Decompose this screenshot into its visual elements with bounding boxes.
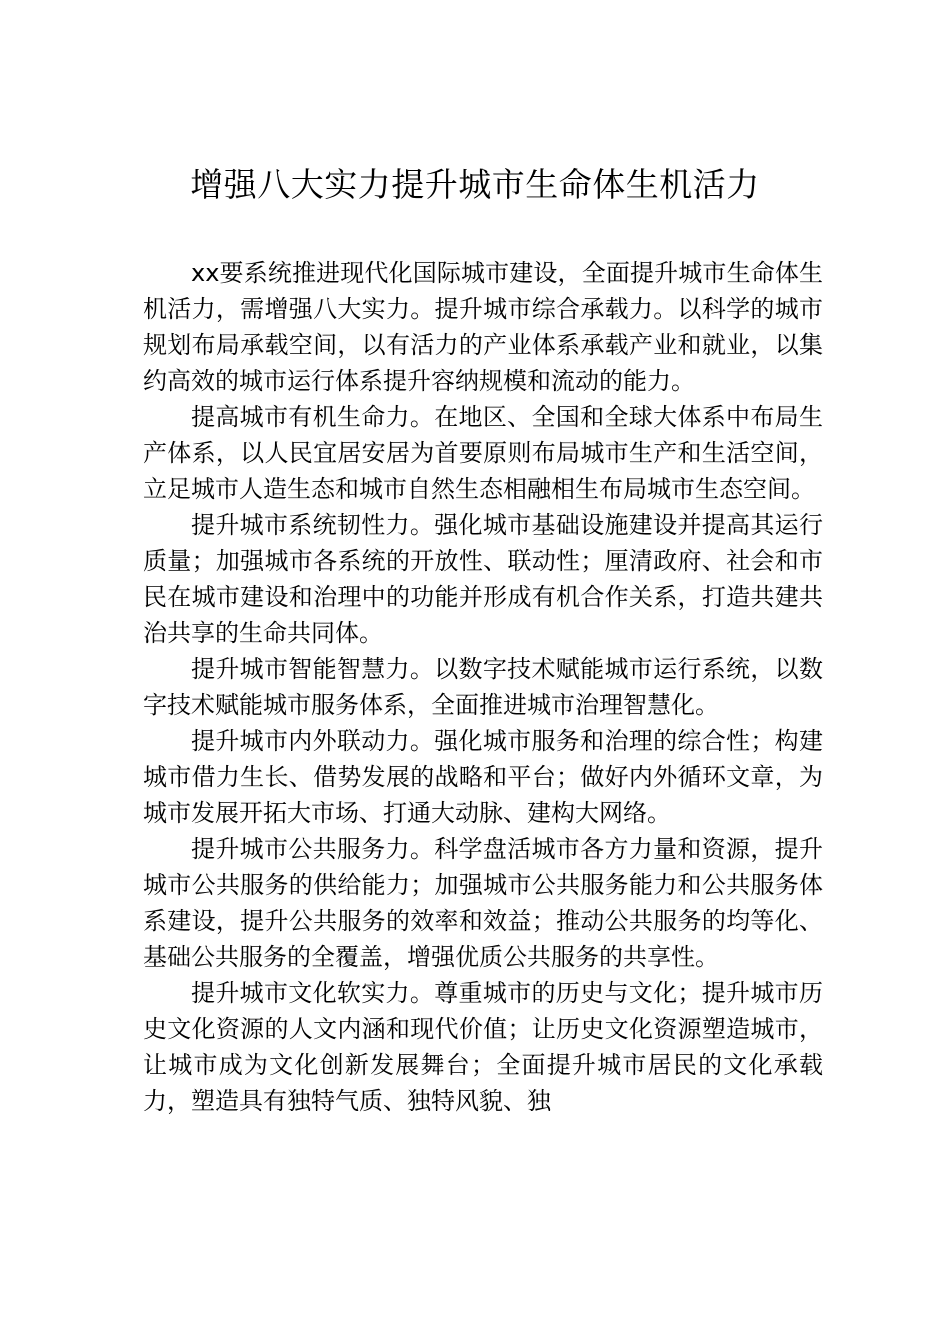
paragraph: 提升城市智能智慧力。以数字技术赋能城市运行系统，以数字技术赋能城市服务体系，全面推进城市治理智慧化。 bbox=[143, 655, 823, 719]
paragraph: 提升城市文化软实力。尊重城市的历史与文化；提升城市历史文化资源的人文内涵和现代价值；让历史文化资源塑造城市，让城市成为文化创新发展舞台；全面提升城市居民的文化承载力，塑造具有独特气质、独特风貌、独 bbox=[143, 979, 823, 1115]
paragraph: 提升城市内外联动力。强化城市服务和治理的综合性；构建城市借力生长、借势发展的战略和平台；做好内外循环文章，为城市发展开拓大市场、打通大动脉、建构大网络。 bbox=[143, 727, 823, 827]
paragraph: 提升城市系统韧性力。强化城市基础设施建设并提高其运行质量；加强城市各系统的开放性、联动性；厘清政府、社会和市民在城市建设和治理中的功能并形成有机合作关系，打造共建共治共享的生命共同体。 bbox=[143, 511, 823, 647]
paragraph: xx要系统推进现代化国际城市建设，全面提升城市生命体生机活力，需增强八大实力。提升城市综合承载力。以科学的城市规划布局承载空间，以有活力的产业体系承载产业和就业，以集约高效的城市运行体系提升容纳规模和流动的能力。 bbox=[143, 259, 823, 395]
paragraph: 提高城市有机生命力。在地区、全国和全球大体系中布局生产体系，以人民宜居安居为首要原则布局城市生产和生活空间，立足城市人造生态和城市自然生态相融相生布局城市生态空间。 bbox=[143, 403, 823, 503]
document-title: 增强八大实力提升城市生命体生机活力 bbox=[190, 165, 760, 204]
paragraph: 提升城市公共服务力。科学盘活城市各方力量和资源，提升城市公共服务的供给能力；加强城市公共服务能力和公共服务体系建设，提升公共服务的效率和效益；推动公共服务的均等化、基础公共服务的全覆盖，增强优质公共服务的共享性。 bbox=[143, 835, 823, 971]
document-body bbox=[143, 255, 823, 1119]
